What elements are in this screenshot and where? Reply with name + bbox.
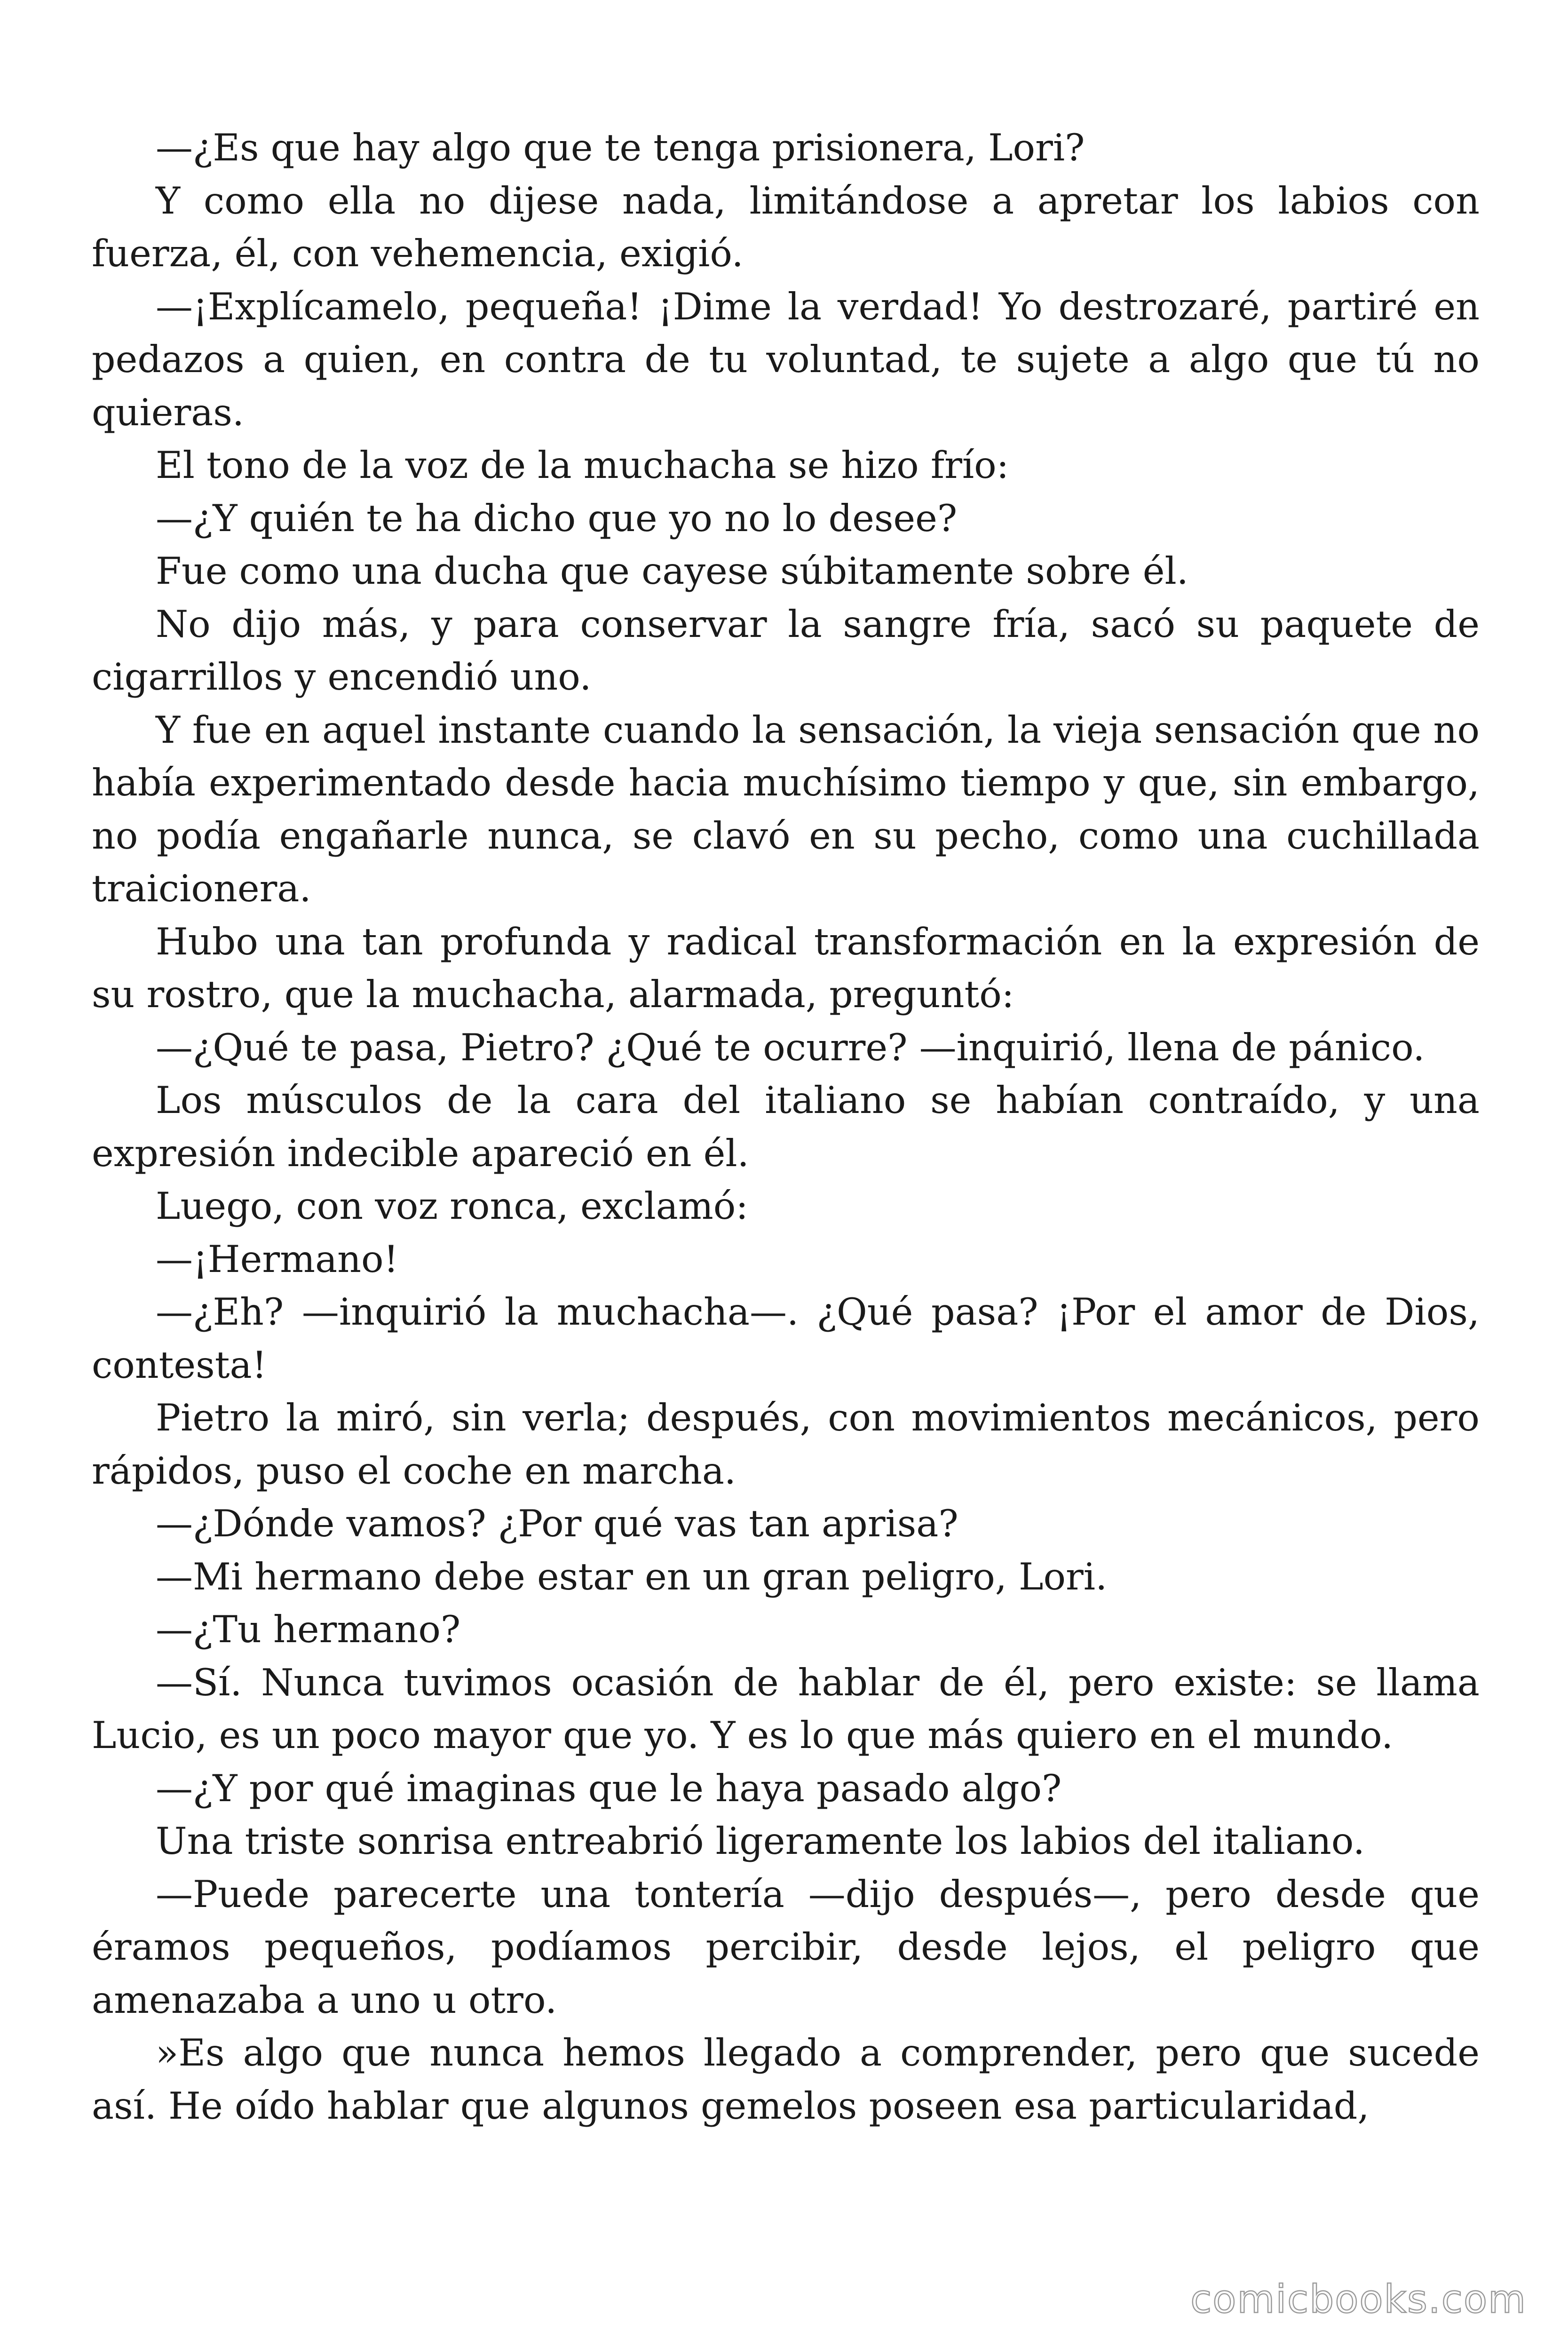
paragraph: No dijo más, y para conservar la sangre fría, sacó su paquete de cigarrillos y encendió uno. bbox=[92, 602, 1480, 699]
paragraph: —¿Es que hay algo que te tenga prisionera, Lori? bbox=[156, 126, 1085, 169]
paragraph: —¡Hermano! bbox=[156, 1237, 399, 1281]
paragraph: Los músculos de la cara del italiano se habían contraído, y una expresión indecible apareció en él. bbox=[92, 1079, 1480, 1175]
paragraph: »Es algo que nunca hemos llegado a comprender, pero que sucede así. He oído hablar que algunos gemelos poseen esa particularidad, bbox=[92, 2031, 1480, 2128]
paragraph: —Puede parecerte una tontería —dijo después—, pero desde que éramos pequeños, podíamos percibir, desde lejos, el peligro que amenazaba a uno u otro. bbox=[92, 1872, 1480, 2022]
paragraph: Y fue en aquel instante cuando la sensación, la vieja sensación que no había experimentado desde hacia muchísimo tiempo y que, sin embargo, no podía engañarle nunca, se clavó en su pecho, como una cuchillada traicionera. bbox=[92, 708, 1480, 910]
paragraph: —¿Y por qué imaginas que le haya pasado algo? bbox=[156, 1766, 1062, 1810]
paragraph: —¡Explícamelo, pequeña! ¡Dime la verdad! Yo destrozaré, partiré en pedazos a quien, en contra de tu voluntad, te sujete a algo que tú no quieras. bbox=[92, 285, 1480, 434]
paragraph: —¿Y quién te ha dicho que yo no lo desee? bbox=[156, 496, 958, 540]
paragraph: —¿Tu hermano? bbox=[156, 1608, 461, 1651]
paragraph: Y como ella no dijese nada, limitándose a apretar los labios con fuerza, él, con vehemencia, exigió. bbox=[92, 179, 1480, 275]
paragraph: El tono de la voz de la muchacha se hizo frío: bbox=[156, 444, 1009, 487]
paragraph: —¿Qué te pasa, Pietro? ¿Qué te ocurre? —inquirió, llena de pánico. bbox=[156, 1025, 1425, 1069]
paragraph: Pietro la miró, sin verla; después, con movimientos mecánicos, pero rápidos, puso el coche en marcha. bbox=[92, 1396, 1480, 1493]
paragraph: —Mi hermano debe estar en un gran peligro, Lori. bbox=[156, 1555, 1108, 1598]
paragraph: Una triste sonrisa entreabrió ligeramente los labios del italiano. bbox=[156, 1820, 1365, 1863]
paragraph: —¿Dónde vamos? ¿Por qué vas tan aprisa? bbox=[156, 1502, 958, 1545]
paragraph: Luego, con voz ronca, exclamó: bbox=[156, 1184, 748, 1228]
paragraph: —Sí. Nunca tuvimos ocasión de hablar de él, pero existe: se llama Lucio, es un poco mayor que yo. Y es lo que más quiero en el mundo. bbox=[92, 1661, 1480, 1757]
paragraph: —¿Eh? —inquirió la muchacha—. ¿Qué pasa? ¡Por el amor de Dios, contesta! bbox=[92, 1290, 1480, 1387]
watermark: comicbooks.com bbox=[1190, 2277, 1527, 2322]
paragraph: Hubo una tan profunda y radical transformación en la expresión de su rostro, que la muchacha, alarmada, preguntó: bbox=[92, 920, 1480, 1016]
paragraph: Fue como una ducha que cayese súbitamente sobre él. bbox=[156, 549, 1188, 593]
book-page-text bbox=[92, 121, 1480, 2132]
